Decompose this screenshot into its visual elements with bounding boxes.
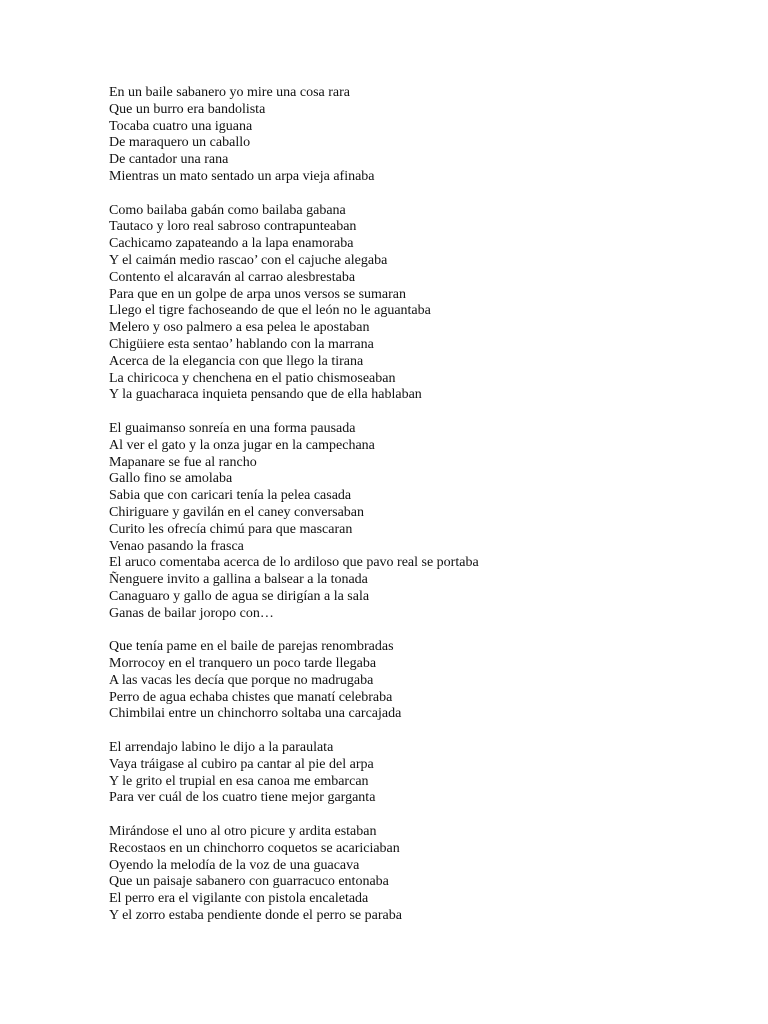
lyric-line: Acerca de la elegancia con que llego la tirana xyxy=(109,353,364,369)
stanza-2 xyxy=(109,203,749,405)
lyric-line: Sabia que con caricari tenía la pelea casada xyxy=(109,488,352,504)
lyric-line: Cachicamo zapateando a la lapa enamoraba xyxy=(109,236,354,252)
lyric-line: Venao pasando la frasca xyxy=(109,538,244,554)
lyric-line: El guaimanso sonreía en una forma pausada xyxy=(109,420,356,436)
lyric-line: Mientras un mato sentado un arpa vieja afinaba xyxy=(109,168,375,184)
lyric-line: Curito les ofrecía chimú para que mascaran xyxy=(109,521,353,537)
lyric-line: Perro de agua echaba chistes que manatí celebraba xyxy=(109,689,393,705)
lyric-line: Contento el alcaraván al carrao alesbrestaba xyxy=(109,269,356,285)
lyric-line: Y el caimán medio rascao’ con el cajuche alegaba xyxy=(109,252,388,268)
lyric-line: Llego el tigre fachoseando de que el león no le aguantaba xyxy=(109,303,431,319)
stanza-4 xyxy=(109,639,749,723)
lyric-line: El arrendajo labino le dijo a la paraulata xyxy=(109,740,334,756)
lyric-line: Y la guacharaca inquieta pensando que de ella hablaban xyxy=(109,387,422,403)
lyric-line: Gallo fino se amolaba xyxy=(109,471,233,487)
lyric-line: Morrocoy en el tranquero un poco tarde llegaba xyxy=(109,656,377,672)
lyric-line: De maraquero un caballo xyxy=(109,135,251,151)
lyric-line: Para ver cuál de los cuatro tiene mejor garganta xyxy=(109,790,376,806)
lyric-line: Ganas de bailar joropo con… xyxy=(109,605,274,621)
lyric-line: Mapanare se fue al rancho xyxy=(109,454,257,470)
lyric-line: Que tenía pame en el baile de parejas renombradas xyxy=(109,639,394,655)
stanza-5 xyxy=(109,740,749,807)
lyric-line: Ñenguere invito a gallina a balsear a la tonada xyxy=(109,572,368,588)
lyric-line: Tautaco y loro real sabroso contrapunteaban xyxy=(109,219,357,235)
lyric-line: A las vacas les decía que porque no madrugaba xyxy=(109,672,374,688)
lyric-line: Melero y oso palmero a esa pelea le apostaban xyxy=(109,320,370,336)
lyric-line: Y le grito el trupial en esa canoa me embarcan xyxy=(109,773,369,789)
lyric-line: Que un paisaje sabanero con guarracuco entonaba xyxy=(109,874,389,890)
lyric-line: Vaya tráigase al cubiro pa cantar al pie del arpa xyxy=(109,756,374,772)
lyric-line: Que un burro era bandolista xyxy=(109,101,266,117)
lyric-line: En un baile sabanero yo mire una cosa rara xyxy=(109,85,351,100)
lyric-line: Chiriguare y gavilán en el caney conversaban xyxy=(109,504,365,520)
lyric-line: Y el zorro estaba pendiente donde el perro se paraba xyxy=(109,908,402,924)
lyric-line: Oyendo la melodía de la voz de una guacava xyxy=(109,857,360,873)
lyric-line: La chiricoca y chenchena en el patio chismoseaban xyxy=(109,370,396,386)
stanza-3 xyxy=(109,421,749,623)
lyric-line: Para que en un golpe de arpa unos versos se sumaran xyxy=(109,286,407,302)
lyric-line: El perro era el vigilante con pistola encaletada xyxy=(109,891,369,907)
lyrics-body xyxy=(109,85,749,942)
lyric-line: Chimbilai entre un chinchorro soltaba una carcajada xyxy=(109,706,402,722)
lyric-line: Mirándose el uno al otro picure y ardita estaban xyxy=(109,824,377,840)
lyric-line: De cantador una rana xyxy=(109,152,229,168)
lyric-line: Como bailaba gabán como bailaba gabana xyxy=(109,202,346,218)
lyric-line: Chigüiere esta sentao’ hablando con la marrana xyxy=(109,336,374,352)
lyric-line: Al ver el gato y la onza jugar en la campechana xyxy=(109,437,375,453)
lyric-line: Recostaos en un chinchorro coquetos se acariciaban xyxy=(109,840,400,856)
lyric-line: Canaguaro y gallo de agua se dirigían a la sala xyxy=(109,588,370,604)
lyric-line: El aruco comentaba acerca de lo ardiloso que pavo real se portaba xyxy=(109,555,479,571)
lyric-line: Tocaba cuatro una iguana xyxy=(109,118,253,134)
stanza-1 xyxy=(109,85,749,186)
stanza-6 xyxy=(109,824,749,925)
